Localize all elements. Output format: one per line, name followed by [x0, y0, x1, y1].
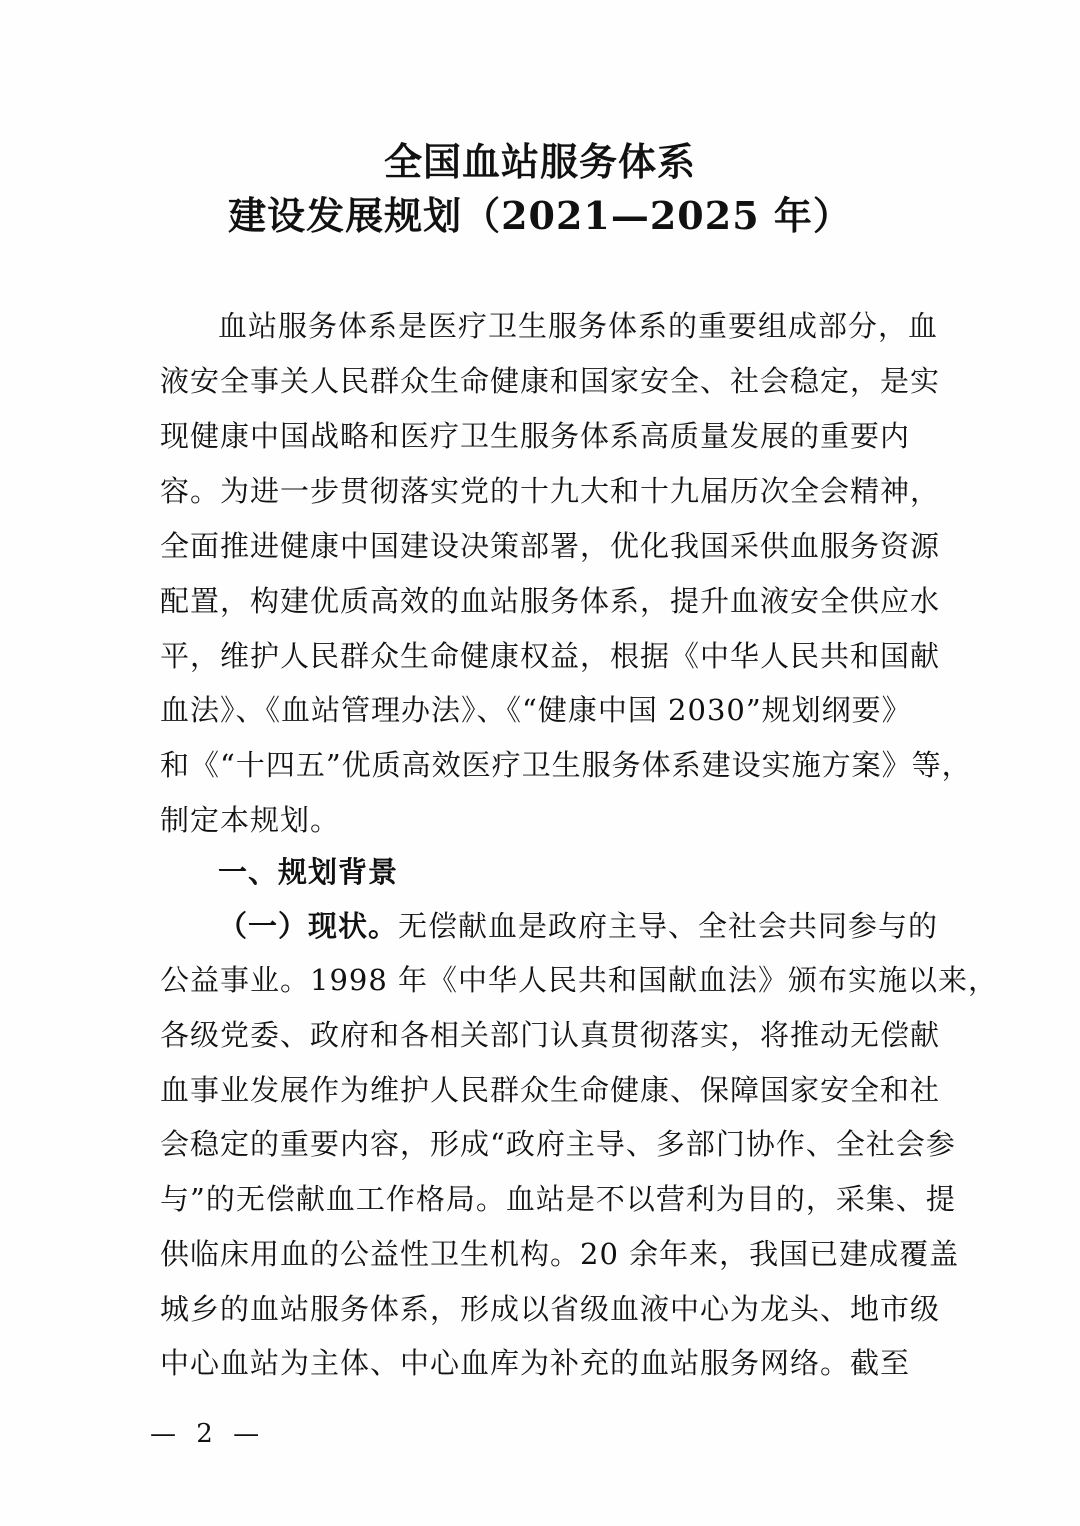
paragraph-1-line: 容。为进一步贯彻落实党的十九大和十九届历次全会精神， [160, 474, 941, 508]
paragraph-2-line: 中心血站为主体、中心血库为补充的血站服务网络。截至 [160, 1346, 911, 1380]
section-heading: 一、规划背景 [218, 855, 399, 889]
paragraph-1-line: 血站服务体系是医疗卫生服务体系的重要组成部分，血 [218, 309, 939, 343]
paragraph-2-line: 会稳定的重要内容，形成“政府主导、多部门协作、全社会参 [160, 1127, 956, 1161]
paragraph-1-line: 和《“十四五”优质高效医疗卫生服务体系建设实施方案》等， [160, 748, 972, 782]
paragraph-1-line: 配置，构建优质高效的血站服务体系，提升血液安全供应水 [160, 584, 941, 618]
page-number: — 2 — [150, 1419, 266, 1449]
paragraph-2-first-text: 无偿献血是政府主导、全社会共同参与的 [398, 909, 939, 943]
paragraph-1-line: 平，维护人民群众生命健康权益，根据《中华人民共和国献 [160, 639, 941, 673]
paragraph-2-line: 各级党委、政府和各相关部门认真贯彻落实，将推动无偿献 [160, 1018, 941, 1052]
paragraph-2-line: 城乡的血站服务体系，形成以省级血液中心为龙头、地市级 [160, 1292, 941, 1326]
paragraph-1-line: 制定本规划。 [160, 803, 341, 837]
paragraph-2-first-line [218, 906, 939, 946]
paragraph-2-line: 血事业发展作为维护人民群众生命健康、保障国家安全和社 [160, 1073, 941, 1107]
document-title-line-1: 全国血站服务体系 [383, 139, 696, 184]
subsection-label: （一）现状。 [218, 909, 399, 943]
paragraph-2-line: 与”的无偿献血工作格局。血站是不以营利为目的，采集、提 [160, 1182, 956, 1216]
paragraph-1-line: 全面推进健康中国建设决策部署，优化我国采供血服务资源 [160, 529, 941, 563]
paragraph-2-line: 供临床用血的公益性卫生机构。20 余年来，我国已建成覆盖 [160, 1237, 960, 1271]
document-title-line-2: 建设发展规划（2021—2025 年） [228, 193, 852, 238]
paragraph-1-line: 血法》、《血站管理办法》、《“健康中国 2030”规划纲要》 [160, 693, 912, 727]
paragraph-1-line: 现健康中国战略和医疗卫生服务体系高质量发展的重要内 [160, 419, 911, 453]
paragraph-2-line: 公益事业。1998 年《中华人民共和国献血法》颁布实施以来， [160, 963, 999, 997]
paragraph-1-line: 液安全事关人民群众生命健康和国家安全、社会稳定，是实 [160, 364, 941, 398]
